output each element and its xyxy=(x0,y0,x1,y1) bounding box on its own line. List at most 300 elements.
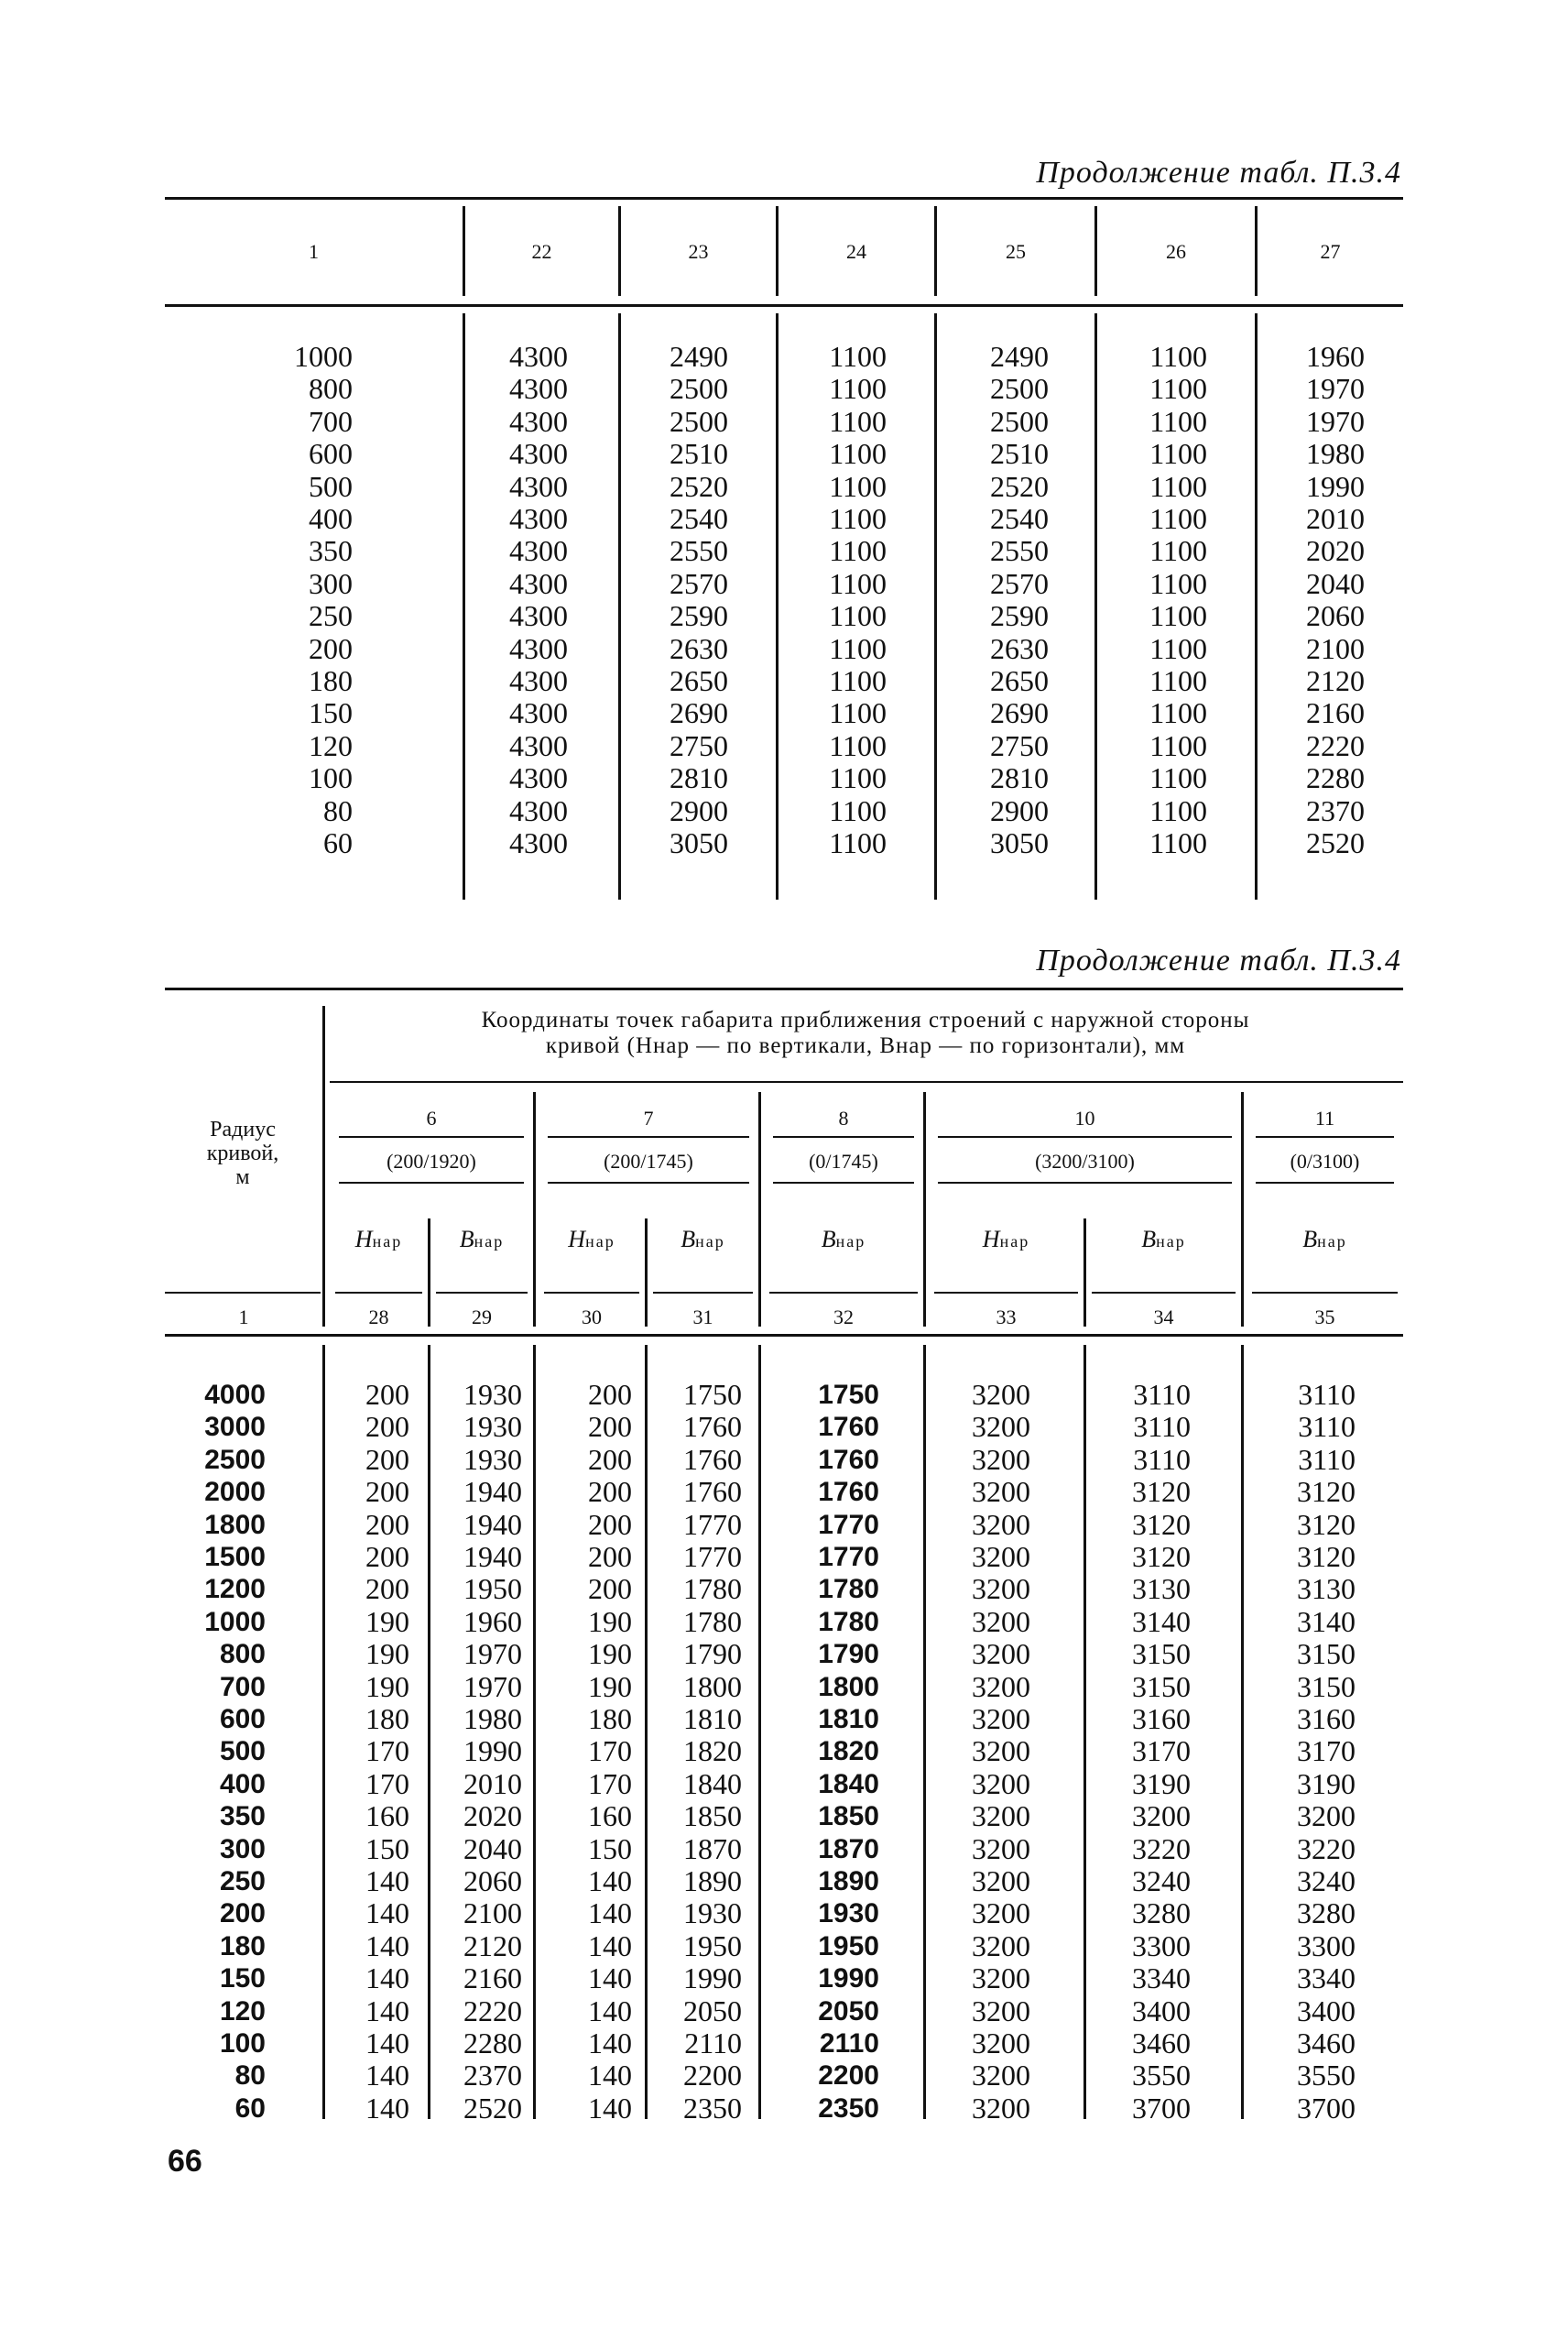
table1-cell: 2520 xyxy=(1306,826,1365,859)
table2-radius-divider xyxy=(322,1006,325,1327)
table2-cell: 2060 xyxy=(463,1864,522,1897)
table1-cell: 150 xyxy=(309,696,353,730)
table1-cell: 1100 xyxy=(1149,404,1207,438)
table2-cell: 3240 xyxy=(1132,1864,1191,1897)
table1-col-header: 23 xyxy=(688,240,709,263)
table2-cell: 1760 xyxy=(683,1475,742,1509)
table1-cell: 2570 xyxy=(670,566,728,600)
table2-cell: 1960 xyxy=(463,1604,522,1638)
table2-cell: 3130 xyxy=(1132,1572,1191,1606)
table2-cell: 200 xyxy=(588,1572,632,1606)
colnum-rule xyxy=(1092,1292,1236,1294)
table2-cell: 190 xyxy=(588,1637,632,1671)
table1-cell: 1100 xyxy=(1149,599,1207,633)
table2-cell: 3200 xyxy=(972,1572,1030,1606)
table1-cell: 1100 xyxy=(1149,696,1207,730)
table2-cell: 140 xyxy=(365,1896,409,1930)
subcol-letter: B xyxy=(1302,1226,1318,1252)
table2-cell: 3200 xyxy=(972,2091,1030,2125)
table1-cell: 4300 xyxy=(509,826,568,859)
caption-line2: кривой (Hнар — по вертикали, Bнар — по горизонтали), мм xyxy=(545,1033,1186,1058)
table2-cell: 1950 xyxy=(818,1930,879,1961)
table2-cell: 140 xyxy=(365,2059,409,2092)
table1-cell: 1100 xyxy=(829,826,887,859)
table1-top-rule xyxy=(165,197,1403,200)
table1-cell: 2500 xyxy=(990,372,1049,406)
table2-cell: 140 xyxy=(588,2091,632,2125)
table2-cell: 200 xyxy=(365,1378,409,1411)
table2-cell: 1930 xyxy=(683,1896,742,1930)
table1-cell: 2590 xyxy=(670,599,728,633)
table2-cell: 1760 xyxy=(818,1444,879,1475)
group-subtitle: (0/1745) xyxy=(809,1150,878,1173)
table2-cell: 60 xyxy=(234,2092,266,2124)
table1-cell: 1100 xyxy=(1149,469,1207,503)
group-divider xyxy=(923,1092,926,1327)
table2-cell: 2520 xyxy=(463,2091,522,2125)
table1-cell: 1100 xyxy=(1149,340,1207,373)
table2-cell: 140 xyxy=(588,1961,632,1995)
table1-cell: 2570 xyxy=(990,566,1049,600)
table1-cell: 1100 xyxy=(829,664,887,697)
table2-cell: 150 xyxy=(219,1963,266,1994)
subcol-subscript: нар xyxy=(585,1232,615,1251)
group-divider xyxy=(758,1092,761,1327)
table2-cell: 200 xyxy=(588,1507,632,1541)
column-number: 35 xyxy=(1314,1306,1335,1328)
table2-cell: 3220 xyxy=(1297,1831,1356,1865)
table2-cell: 160 xyxy=(588,1799,632,1833)
table2-cell: 1770 xyxy=(818,1542,879,1572)
table2-caption xyxy=(330,1008,1401,1059)
table2-cell: 1980 xyxy=(463,1702,522,1735)
table1-cell: 2160 xyxy=(1306,696,1365,730)
table2-cell: 1760 xyxy=(683,1410,742,1444)
subcol-letter: B xyxy=(681,1226,696,1252)
table1-cell: 180 xyxy=(309,664,353,697)
table2-cell: 1790 xyxy=(683,1637,742,1671)
table2-cell: 3160 xyxy=(1297,1702,1356,1735)
table1-cell: 4300 xyxy=(509,534,568,568)
table1-cell: 1100 xyxy=(1149,761,1207,795)
table2-cell: 3110 xyxy=(1298,1378,1356,1411)
table2-cell: 80 xyxy=(234,2060,266,2092)
group-subtitle: (200/1745) xyxy=(604,1150,693,1173)
table1-cell: 4300 xyxy=(509,502,568,535)
radius-label-line2: кривой, xyxy=(206,1142,279,1165)
colnum-rule xyxy=(769,1292,918,1294)
table1-cell: 700 xyxy=(309,404,353,438)
table2-cell: 3280 xyxy=(1297,1896,1356,1930)
colnum-rule xyxy=(436,1292,528,1294)
table2-cell: 3150 xyxy=(1132,1637,1191,1671)
table2-cell: 3120 xyxy=(1297,1540,1356,1573)
table1-cell: 2690 xyxy=(990,696,1049,730)
table2-cell: 140 xyxy=(365,2091,409,2125)
table2-cell: 500 xyxy=(219,1736,266,1767)
table2-cell: 2050 xyxy=(683,1994,742,2027)
table2-cell: 2370 xyxy=(463,2059,522,2092)
table1-cell: 2540 xyxy=(990,502,1049,535)
table2-cell: 1780 xyxy=(818,1606,879,1637)
table2-cell: 1840 xyxy=(818,1768,879,1799)
table2-cell: 1930 xyxy=(463,1442,522,1476)
table1-cell: 1100 xyxy=(829,566,887,600)
table1-cell: 2900 xyxy=(990,793,1049,827)
table2-cell: 2010 xyxy=(463,1766,522,1800)
subcol-subscript: нар xyxy=(999,1232,1030,1251)
table1-cell: 2020 xyxy=(1306,534,1365,568)
table1-cell: 2370 xyxy=(1306,793,1365,827)
table1-cell: 1100 xyxy=(1149,728,1207,762)
table1-cell: 2590 xyxy=(990,599,1049,633)
table1-col-header: 24 xyxy=(846,240,866,263)
table2-cell: 1940 xyxy=(463,1540,522,1573)
table2-cell: 3200 xyxy=(972,1442,1030,1476)
table2-cell: 1850 xyxy=(818,1801,879,1832)
table2-cell: 1990 xyxy=(463,1734,522,1768)
group-number: 11 xyxy=(1314,1107,1335,1130)
table2-cell: 2040 xyxy=(463,1831,522,1865)
table2-cell: 1950 xyxy=(683,1928,742,1962)
table2-cell: 3700 xyxy=(1297,2091,1356,2125)
table1-cell: 1100 xyxy=(829,793,887,827)
table2-cell: 3200 xyxy=(972,1378,1030,1411)
column-number: 32 xyxy=(833,1306,854,1328)
table2-cell: 1750 xyxy=(818,1380,879,1410)
table1-cell: 1100 xyxy=(1149,437,1207,471)
table1-cell: 4300 xyxy=(509,696,568,730)
table2-cell: 170 xyxy=(365,1734,409,1768)
table1-cell: 2100 xyxy=(1306,631,1365,665)
table2-cell: 3200 xyxy=(972,1896,1030,1930)
table2-cell: 2110 xyxy=(684,2027,742,2059)
column-number: 30 xyxy=(582,1306,602,1328)
table2-cell: 2120 xyxy=(463,1928,522,1962)
table2-cell: 2100 xyxy=(463,1896,522,1930)
table2-cell: 3120 xyxy=(1132,1540,1191,1573)
table1-cell: 80 xyxy=(323,793,353,827)
table2-cell: 1200 xyxy=(204,1574,266,1605)
table1-cell: 2500 xyxy=(670,372,728,406)
table1-cell: 4300 xyxy=(509,469,568,503)
table2-cell: 3120 xyxy=(1297,1507,1356,1541)
table1-cell: 1100 xyxy=(1149,826,1207,859)
table1-cell: 4300 xyxy=(509,728,568,762)
table2-cell: 2200 xyxy=(818,2060,879,2092)
table1-cell: 2520 xyxy=(990,469,1049,503)
table2-cell: 180 xyxy=(219,1930,266,1961)
table2-cell: 180 xyxy=(588,1702,632,1735)
table2-cell: 1940 xyxy=(463,1475,522,1509)
table1-cell: 2630 xyxy=(670,631,728,665)
column-number: 29 xyxy=(472,1306,492,1328)
table2-cell: 150 xyxy=(588,1831,632,1865)
group-subtitle: (0/3100) xyxy=(1290,1150,1360,1173)
colnum-rule xyxy=(934,1292,1078,1294)
page-number: 66 xyxy=(168,2144,202,2179)
column-number: 28 xyxy=(368,1306,389,1328)
table2-cell: 170 xyxy=(588,1734,632,1768)
table1-cell: 1100 xyxy=(829,599,887,633)
subcol-label xyxy=(764,1226,923,1253)
table2-cell: 1970 xyxy=(463,1637,522,1671)
table2-cell: 3300 xyxy=(1132,1928,1191,1962)
group-subtitle: (3200/3100) xyxy=(1035,1150,1135,1173)
subcol-letter: B xyxy=(459,1226,474,1252)
table2-cell: 1890 xyxy=(683,1864,742,1897)
table2-cell: 3150 xyxy=(1132,1669,1191,1703)
subcol-label xyxy=(929,1226,1083,1253)
table2-cell: 1970 xyxy=(463,1669,522,1703)
table2-cell: 3550 xyxy=(1297,2059,1356,2092)
table1-cell: 2490 xyxy=(990,340,1049,373)
table1-cell: 1100 xyxy=(1149,793,1207,827)
table2-cell: 200 xyxy=(588,1475,632,1509)
table2-cell: 1790 xyxy=(818,1639,879,1670)
table2-cell: 3200 xyxy=(972,1702,1030,1735)
table1-cell: 2750 xyxy=(990,728,1049,762)
table1-cell: 1100 xyxy=(1149,502,1207,535)
table2-cell: 600 xyxy=(219,1704,266,1734)
table2-cell: 200 xyxy=(588,1378,632,1411)
column-number: 1 xyxy=(238,1306,249,1328)
column-number: 31 xyxy=(692,1306,713,1328)
table2-cell: 3200 xyxy=(972,1766,1030,1800)
table2-cell: 1770 xyxy=(818,1509,879,1540)
table1-cell: 1100 xyxy=(829,404,887,438)
table2-cell: 3110 xyxy=(1133,1442,1191,1476)
table1-cell: 1100 xyxy=(829,696,887,730)
table2-cell: 1870 xyxy=(818,1833,879,1864)
table1-cell: 800 xyxy=(309,372,353,406)
table2-cell: 200 xyxy=(588,1540,632,1573)
group-subtitle: (200/1920) xyxy=(387,1150,476,1173)
table2-cell: 1810 xyxy=(683,1702,742,1735)
table2-cell: 3300 xyxy=(1297,1928,1356,1962)
table2-cell: 3280 xyxy=(1132,1896,1191,1930)
table1-cell: 60 xyxy=(323,826,353,859)
table1-cell: 1990 xyxy=(1306,469,1365,503)
table1-cell: 500 xyxy=(309,469,353,503)
subcol-subscript: нар xyxy=(474,1232,505,1251)
table2-cell: 1930 xyxy=(818,1898,879,1929)
table1-cell: 3050 xyxy=(990,826,1049,859)
table2-cell: 3110 xyxy=(1133,1410,1191,1444)
table1-cell: 1100 xyxy=(1149,631,1207,665)
table2-cell: 1990 xyxy=(683,1961,742,1995)
table2-cell: 1800 xyxy=(204,1509,266,1540)
group-num-rule xyxy=(548,1136,749,1138)
table2-cell: 1780 xyxy=(818,1574,879,1605)
table2-cell: 160 xyxy=(365,1799,409,1833)
table2-cell: 3340 xyxy=(1297,1961,1356,1995)
table2-top-rule xyxy=(165,988,1403,990)
table1-cell: 2280 xyxy=(1306,761,1365,795)
table1-cell: 2040 xyxy=(1306,566,1365,600)
table2-cell: 3550 xyxy=(1132,2059,1191,2092)
table1-cell: 2810 xyxy=(670,761,728,795)
table2-cell: 3460 xyxy=(1297,2027,1356,2059)
table2-cell: 400 xyxy=(219,1768,266,1799)
table2-cell: 1760 xyxy=(818,1477,879,1508)
column-number: 33 xyxy=(996,1306,1017,1328)
table2-cell: 3190 xyxy=(1297,1766,1356,1800)
table2-cell: 120 xyxy=(219,1995,266,2027)
subcol-letter: B xyxy=(1141,1226,1157,1252)
table2-cell: 2020 xyxy=(463,1799,522,1833)
table2-cell: 140 xyxy=(365,1961,409,1995)
table1-cell: 2550 xyxy=(990,534,1049,568)
table1-cell: 2490 xyxy=(670,340,728,373)
subcol-label xyxy=(648,1226,758,1253)
table1-cell: 2510 xyxy=(670,437,728,471)
table1-cell: 2060 xyxy=(1306,599,1365,633)
table2-cell: 1820 xyxy=(683,1734,742,1768)
table2-cell: 1890 xyxy=(818,1866,879,1896)
group-number: 7 xyxy=(643,1107,654,1130)
table2-cell: 3200 xyxy=(972,2027,1030,2059)
table2-cell: 1750 xyxy=(683,1378,742,1411)
table1-cell: 600 xyxy=(309,437,353,471)
table2-cell: 140 xyxy=(588,1864,632,1897)
table2-cell: 3120 xyxy=(1132,1507,1191,1541)
table1-cell: 4300 xyxy=(509,599,568,633)
table2-cell: 140 xyxy=(588,1928,632,1962)
table2-cell: 2350 xyxy=(683,2091,742,2125)
table2-header-rule xyxy=(165,1334,1403,1337)
table2-cell: 700 xyxy=(219,1671,266,1702)
table1-col-header: 27 xyxy=(1320,240,1341,263)
colnum-rule xyxy=(544,1292,639,1294)
table1-cell: 400 xyxy=(309,502,353,535)
table2-cell: 100 xyxy=(219,2028,266,2059)
subcol-subscript: нар xyxy=(1156,1232,1186,1251)
group-num-rule xyxy=(339,1136,524,1138)
table2-cell: 3200 xyxy=(972,1831,1030,1865)
subcol-label xyxy=(430,1226,533,1253)
table2-cell: 1820 xyxy=(818,1736,879,1767)
table1-cell: 2900 xyxy=(670,793,728,827)
subcol-subscript: нар xyxy=(835,1232,866,1251)
table1-cell: 1100 xyxy=(1149,664,1207,697)
table2-cell: 1770 xyxy=(683,1540,742,1573)
table2-cell: 3220 xyxy=(1132,1831,1191,1865)
table2-cell: 3200 xyxy=(972,1961,1030,1995)
table2-cell: 3000 xyxy=(204,1412,266,1443)
group-divider xyxy=(533,1092,536,1327)
table1-cell: 2690 xyxy=(670,696,728,730)
table2-cell: 3460 xyxy=(1132,2027,1191,2059)
table1-col-header: 26 xyxy=(1166,240,1186,263)
table1-cell: 2220 xyxy=(1306,728,1365,762)
table2-cell: 200 xyxy=(219,1898,266,1929)
table2-cell: 3200 xyxy=(972,1410,1030,1444)
table2-cell: 1780 xyxy=(683,1604,742,1638)
table2-cell: 3340 xyxy=(1132,1961,1191,1995)
group-sub-rule xyxy=(339,1182,524,1184)
table2-cell: 3170 xyxy=(1132,1734,1191,1768)
colnum-rule-left xyxy=(165,1292,321,1294)
table1-cell: 4300 xyxy=(509,340,568,373)
colnum-rule xyxy=(1252,1292,1398,1294)
table1-cell: 2500 xyxy=(670,404,728,438)
table1-cell: 1000 xyxy=(294,340,353,373)
table1-cell: 100 xyxy=(309,761,353,795)
table2-cell: 140 xyxy=(365,1994,409,2027)
group-number: 10 xyxy=(1074,1107,1095,1130)
table2-cell: 180 xyxy=(365,1702,409,1735)
table2-cell: 200 xyxy=(588,1410,632,1444)
table1-col-header: 1 xyxy=(309,240,319,263)
table2-cell: 3240 xyxy=(1297,1864,1356,1897)
table2-cell: 140 xyxy=(365,1928,409,1962)
table2-cell: 3200 xyxy=(972,1994,1030,2027)
table2-cell: 4000 xyxy=(204,1380,266,1410)
group-sub-rule xyxy=(1256,1182,1394,1184)
table2-cell: 300 xyxy=(219,1833,266,1864)
table1-cell: 1100 xyxy=(1149,566,1207,600)
subcol-letter: B xyxy=(821,1226,836,1252)
caption-line1: Координаты точек габарита приближения строений с наружной стороны xyxy=(481,1008,1250,1032)
table2-cell: 3140 xyxy=(1132,1604,1191,1638)
table1-cell: 1100 xyxy=(829,437,887,471)
caption-rule xyxy=(330,1081,1403,1083)
group-number: 8 xyxy=(838,1107,849,1130)
table2-cell: 140 xyxy=(588,2059,632,2092)
table2-cell: 1950 xyxy=(463,1572,522,1606)
table2-cell: 3200 xyxy=(972,1507,1030,1541)
table2-cell: 3120 xyxy=(1132,1475,1191,1509)
table1-col-header: 22 xyxy=(531,240,552,263)
table1-cell: 3050 xyxy=(670,826,728,859)
table1-cell: 2500 xyxy=(990,404,1049,438)
table2-cell: 2280 xyxy=(463,2027,522,2059)
table2-cell: 2200 xyxy=(683,2059,742,2092)
table2-cell: 170 xyxy=(588,1766,632,1800)
subcol-letter: H xyxy=(982,1226,1000,1252)
table2-cell: 2160 xyxy=(463,1961,522,1995)
table1-cell: 250 xyxy=(309,599,353,633)
group-sub-rule xyxy=(938,1182,1232,1184)
table2-cell: 1870 xyxy=(683,1831,742,1865)
table1-cell: 300 xyxy=(309,566,353,600)
table2-cell: 350 xyxy=(219,1801,266,1832)
table2-cell: 3200 xyxy=(1297,1799,1356,1833)
subcol-subscript: нар xyxy=(1317,1232,1347,1251)
subcol-label xyxy=(330,1226,428,1253)
table1-cell: 1100 xyxy=(829,534,887,568)
table2-cell: 1930 xyxy=(463,1410,522,1444)
table2-cell: 800 xyxy=(219,1639,266,1670)
table2-cell: 3200 xyxy=(972,1637,1030,1671)
table1-cell: 1980 xyxy=(1306,437,1365,471)
table2-cell: 3200 xyxy=(972,1669,1030,1703)
table2-cell: 3200 xyxy=(972,1604,1030,1638)
table1-cell: 1100 xyxy=(829,761,887,795)
table2-cell: 3140 xyxy=(1297,1604,1356,1638)
table1-cell: 1100 xyxy=(829,631,887,665)
table2-cell: 1850 xyxy=(683,1799,742,1833)
table1-cell: 2120 xyxy=(1306,664,1365,697)
table1-cell: 4300 xyxy=(509,566,568,600)
table1-cell: 4300 xyxy=(509,793,568,827)
table1-cell: 200 xyxy=(309,631,353,665)
table2-cell: 1990 xyxy=(818,1963,879,1994)
table2-cell: 1760 xyxy=(683,1442,742,1476)
subcol-letter: H xyxy=(354,1226,373,1252)
table2-cell: 140 xyxy=(588,1896,632,1930)
